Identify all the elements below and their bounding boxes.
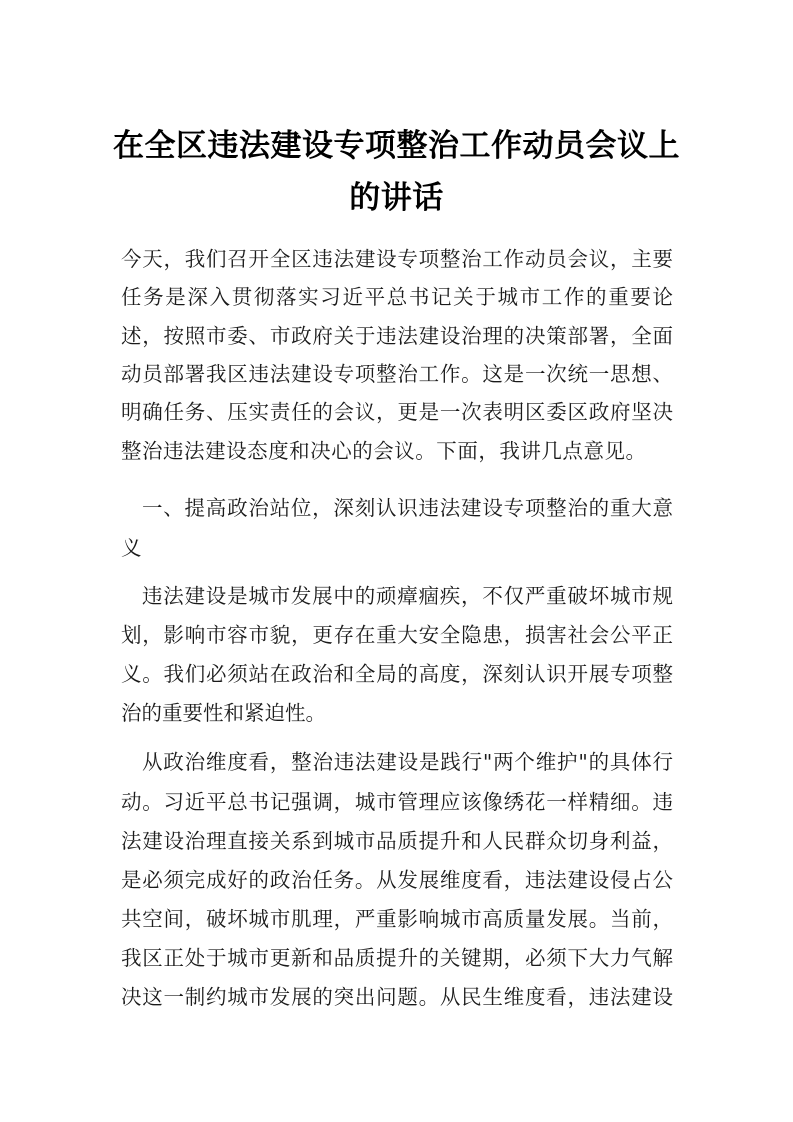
body-line: 我区正处于城市更新和品质提升的关键期，必须下大力气解 [121, 946, 673, 970]
body-line: 整治违法建设态度和决心的会议。下面，我讲几点意见。 [121, 439, 646, 463]
body-line: 动。习近平总书记强调，城市管理应该像绣花一样精细。违 [121, 790, 673, 814]
body-line: 动员部署我区违法建设专项整治工作。这是一次统一思想、 [121, 362, 673, 386]
body-line: 共空间，破坏城市肌理，严重影响城市高质量发展。当前， [121, 907, 673, 931]
document-title [100, 120, 693, 224]
body-line: 法建设治理直接关系到城市品质提升和人民群众切身利益， [121, 829, 673, 853]
title-line-1: 在全区违法建设专项整治工作动员会议上 [113, 128, 680, 164]
body-line: 任务是深入贯彻落实习近平总书记关于城市工作的重要论 [121, 285, 673, 309]
section-heading-continued: 义 [121, 536, 142, 560]
body-line: 明确任务、压实责任的会议，更是一次表明区委区政府坚决 [121, 400, 673, 424]
body-line: 治的重要性和紧迫性。 [121, 701, 326, 725]
section-heading: 一、提高政治站位，深刻认识违法建设专项整治的重大意 [142, 496, 673, 520]
body-line: 违法建设是城市发展中的顽瘴痼疾，不仅严重破坏城市规 [142, 584, 673, 608]
body-line: 决这一制约城市发展的突出问题。从民生维度看，违法建设 [121, 985, 673, 1009]
body-line: 划，影响市容市貌，更存在重大安全隐患，损害社会公平正 [121, 623, 673, 647]
body-line: 从政治维度看，整治违法建设是践行"两个维护"的具体行 [142, 750, 673, 774]
body-line: 是必须完成好的政治任务。从发展维度看，违法建设侵占公 [121, 868, 673, 892]
body-line: 义。我们必须站在政治和全局的高度，深刻认识开展专项整 [121, 662, 673, 686]
body-line: 今天，我们召开全区违法建设专项整治工作动员会议，主要 [121, 247, 673, 271]
title-line-2: 的讲话 [349, 180, 444, 216]
body-line: 述，按照市委、市政府关于违法建设治理的决策部署，全面 [121, 324, 673, 348]
